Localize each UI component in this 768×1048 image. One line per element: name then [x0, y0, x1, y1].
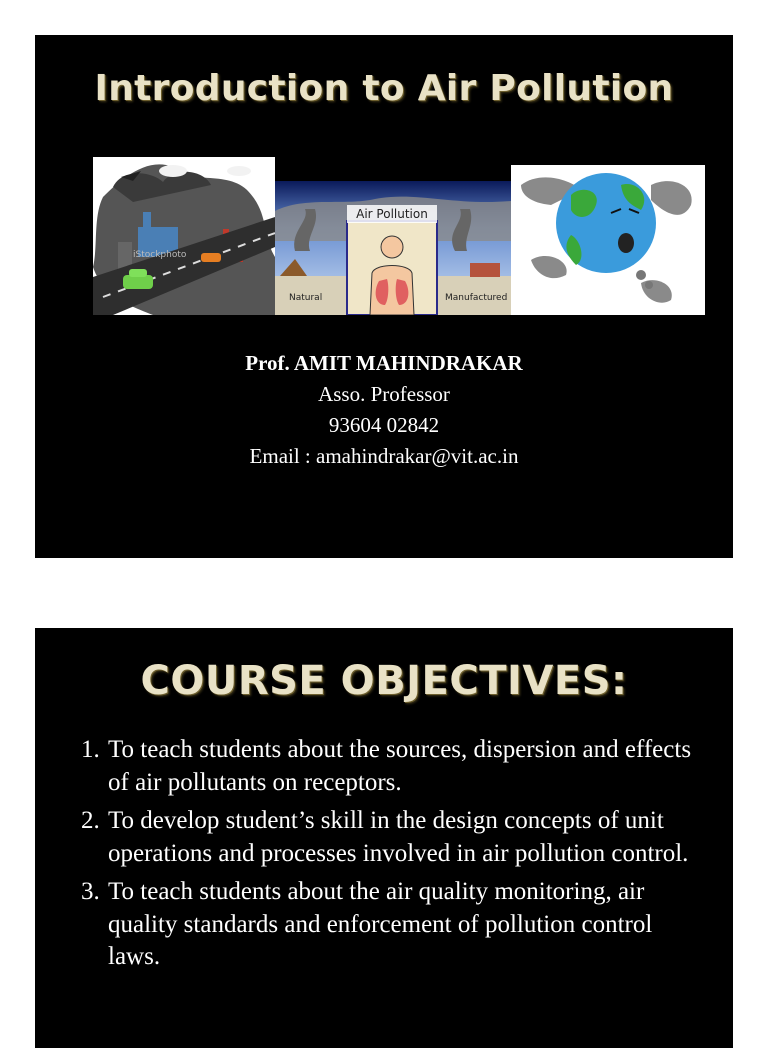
label-natural: Natural: [289, 293, 323, 303]
label-manufactured: Manufactured: [445, 293, 508, 303]
author-name: Prof. AMIT MAHINDRAKAR: [245, 351, 523, 375]
objectives-list: [81, 734, 706, 980]
list-text: To teach students about the sources, dispersion and effects of air pollutants on receptors.: [108, 736, 692, 796]
slide-1: [35, 35, 733, 558]
list-number: 1.: [81, 736, 100, 763]
sick-earth-smog-illustration: [511, 165, 705, 315]
watermark-text: iStockphoto: [133, 250, 187, 260]
list-text: To teach students about the air quality monitoring, air quality standards and enforcement of pollution control laws.: [108, 878, 653, 970]
list-text: To develop student’s skill in the design concepts of unit operations and processes involved in air pollution control.: [108, 807, 689, 867]
traffic-pollution-image: [93, 157, 275, 315]
slide-title: Introduction to Air Pollution: [94, 68, 674, 109]
list-number: 3.: [81, 878, 100, 905]
traffic-industry-pollution-illustration: [93, 157, 275, 315]
list-item: [81, 876, 706, 974]
author-phone: 93604 02842: [328, 413, 440, 437]
list-item: [81, 805, 706, 870]
sick-earth-image: [511, 165, 705, 315]
slide-2: [35, 628, 733, 1048]
author-info: [35, 348, 733, 472]
air-pollution-respiratory-illustration: [275, 181, 511, 315]
slide-title: COURSE OBJECTIVES:: [140, 658, 628, 704]
author-role: Asso. Professor: [318, 382, 450, 406]
author-email: Email : amahindrakar@vit.ac.in: [249, 444, 519, 468]
air-pollution-diagram-image: [275, 181, 511, 315]
list-number: 2.: [81, 807, 100, 834]
diagram-banner: Air Pollution: [356, 207, 428, 221]
list-item: [81, 734, 706, 799]
